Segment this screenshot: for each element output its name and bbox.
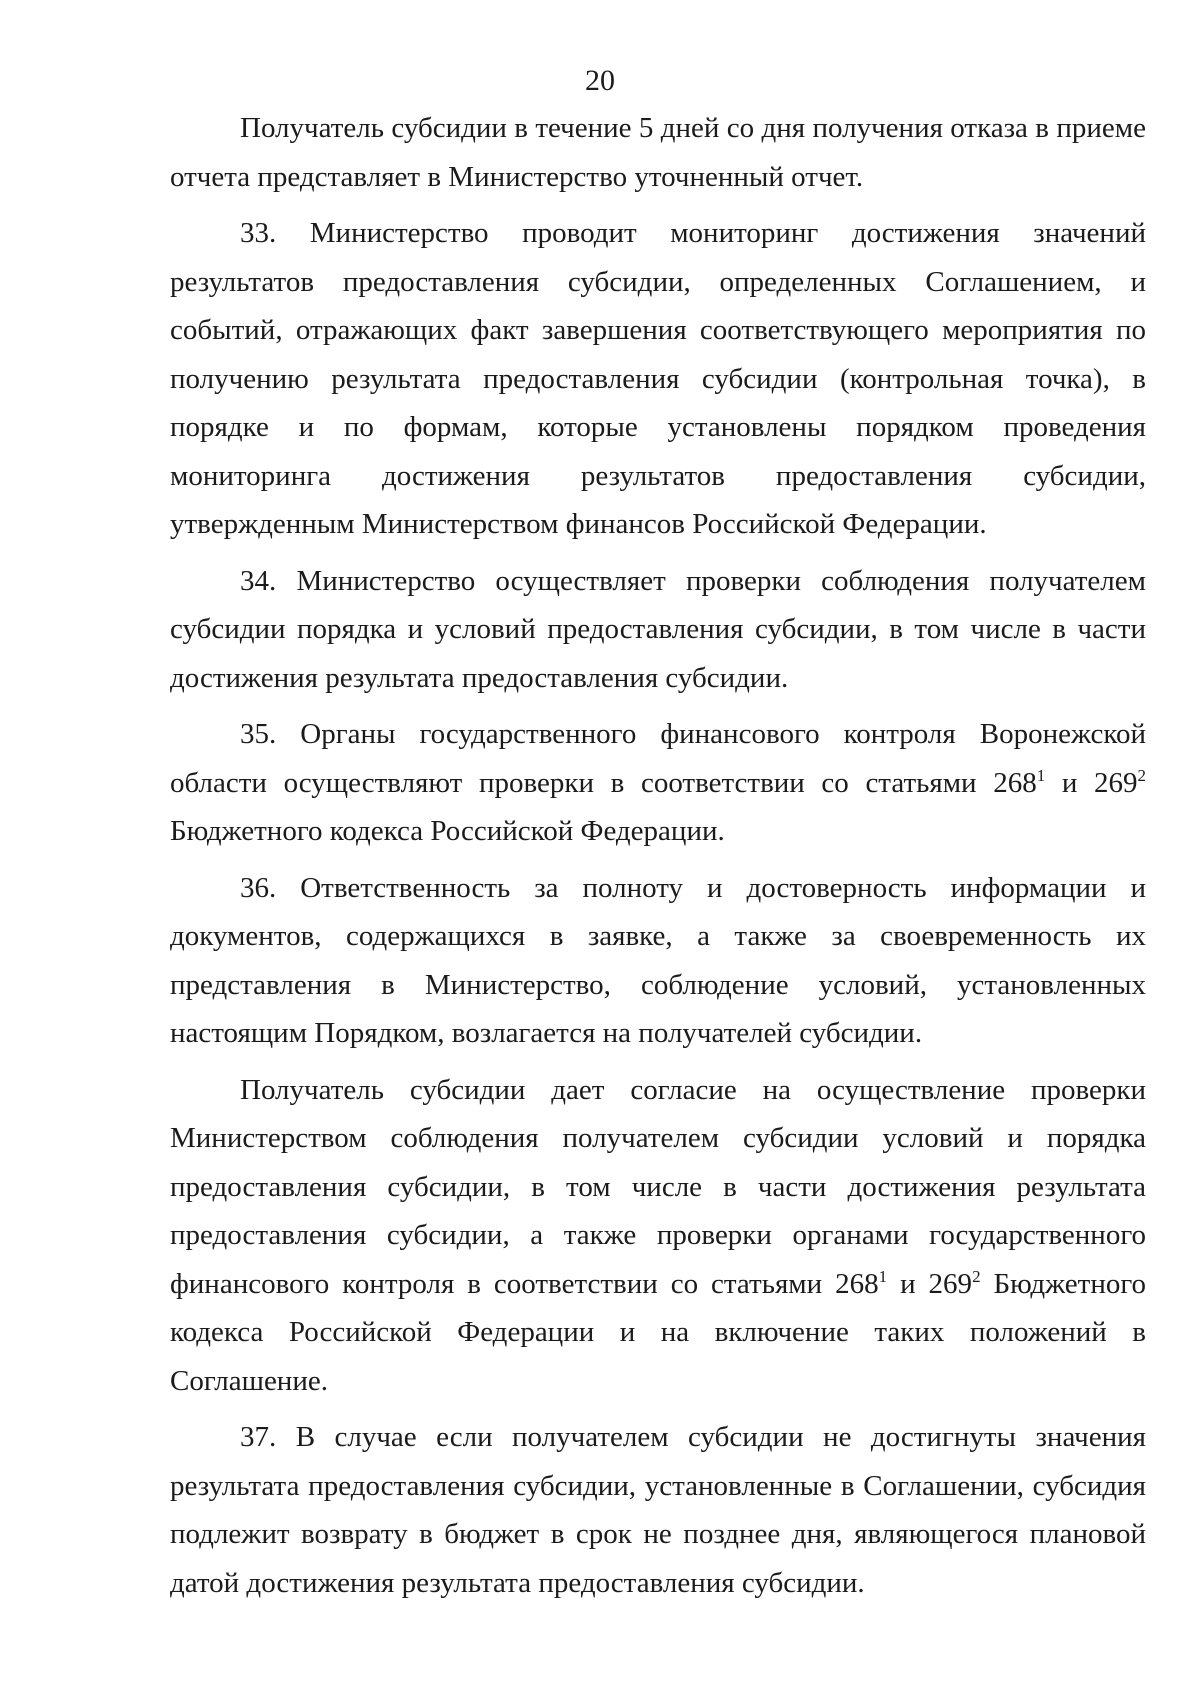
paragraph-text: 33. Министерство проводит мониторинг достижения значений результатов предоставления субсидии, определенных Соглашением, и событий, отражающих факт завершения соответствующего мероприятия по получению результата предоставления субсидии (контрольная точка), в порядке и по формам, которые установлены порядком проведения мониторинга достижения результатов предоставления субсидии, утвержденным Министерством финансов Российской Федерации. <box>170 217 1146 540</box>
paragraph-text: Получатель субсидии в течение 5 дней со дня получения отказа в приеме отчета представляет в Министерство уточненный отчет. <box>170 112 1146 193</box>
paragraph-text: Получатель субсидии дает согласие на осуществление проверки Министерством соблюдения получателем субсидии условий и порядка предоставления субсидии, в том числе в части достижения результата предоставления субсидии, а также проверки органами государственного финансового контроля в соответствии со статьями 268 <box>170 1073 1146 1300</box>
article-superscript: 1 <box>878 1266 888 1286</box>
paragraph-text: 35. Органы государственного финансового контроля Воронежской области осуществляют проверки в соответствии со статьями 268 <box>170 718 1146 799</box>
paragraph <box>170 1413 1146 1607</box>
paragraph-text: и 269 <box>1045 766 1138 799</box>
paragraph <box>170 710 1146 856</box>
paragraph-text: Бюджетного кодекса Российской Федерации и на включение таких положений в Соглашение. <box>170 1267 1147 1397</box>
paragraph-text: 37. В случае если получателем субсидии не достигнуты значения результата предоставления субсидии, установленные в Соглашении, субсидия подлежит возврату в бюджет в срок не позднее дня, являющегося плановой датой достижения результата предоставления субсидии. <box>170 1421 1146 1599</box>
article-superscript: 2 <box>1137 765 1146 785</box>
paragraph <box>170 557 1146 703</box>
paragraph-text: 36. Ответственность за полноту и достоверность информации и документов, содержащихся в заявке, а также за своевременность их представления в Министерство, соблюдение условий, установленных настоящим Порядком, возлагается на получателей субсидии. <box>170 871 1146 1049</box>
paragraph <box>170 104 1146 201</box>
page-number: 20 <box>585 64 615 97</box>
paragraph <box>170 1066 1146 1406</box>
article-superscript: 1 <box>1036 765 1046 785</box>
paragraph-text: Бюджетного кодекса Российской Федерации. <box>170 815 725 847</box>
paragraph-text: 34. Министерство осуществляет проверки соблюдения получателем субсидии порядка и условий предоставления субсидии, в том числе в части достижения результата предоставления субсидии. <box>170 564 1146 694</box>
paragraph-text: и 269 <box>887 1267 973 1300</box>
document-body <box>170 104 1146 1607</box>
paragraph <box>170 864 1146 1058</box>
paragraph <box>170 209 1146 549</box>
article-superscript: 2 <box>972 1266 981 1286</box>
